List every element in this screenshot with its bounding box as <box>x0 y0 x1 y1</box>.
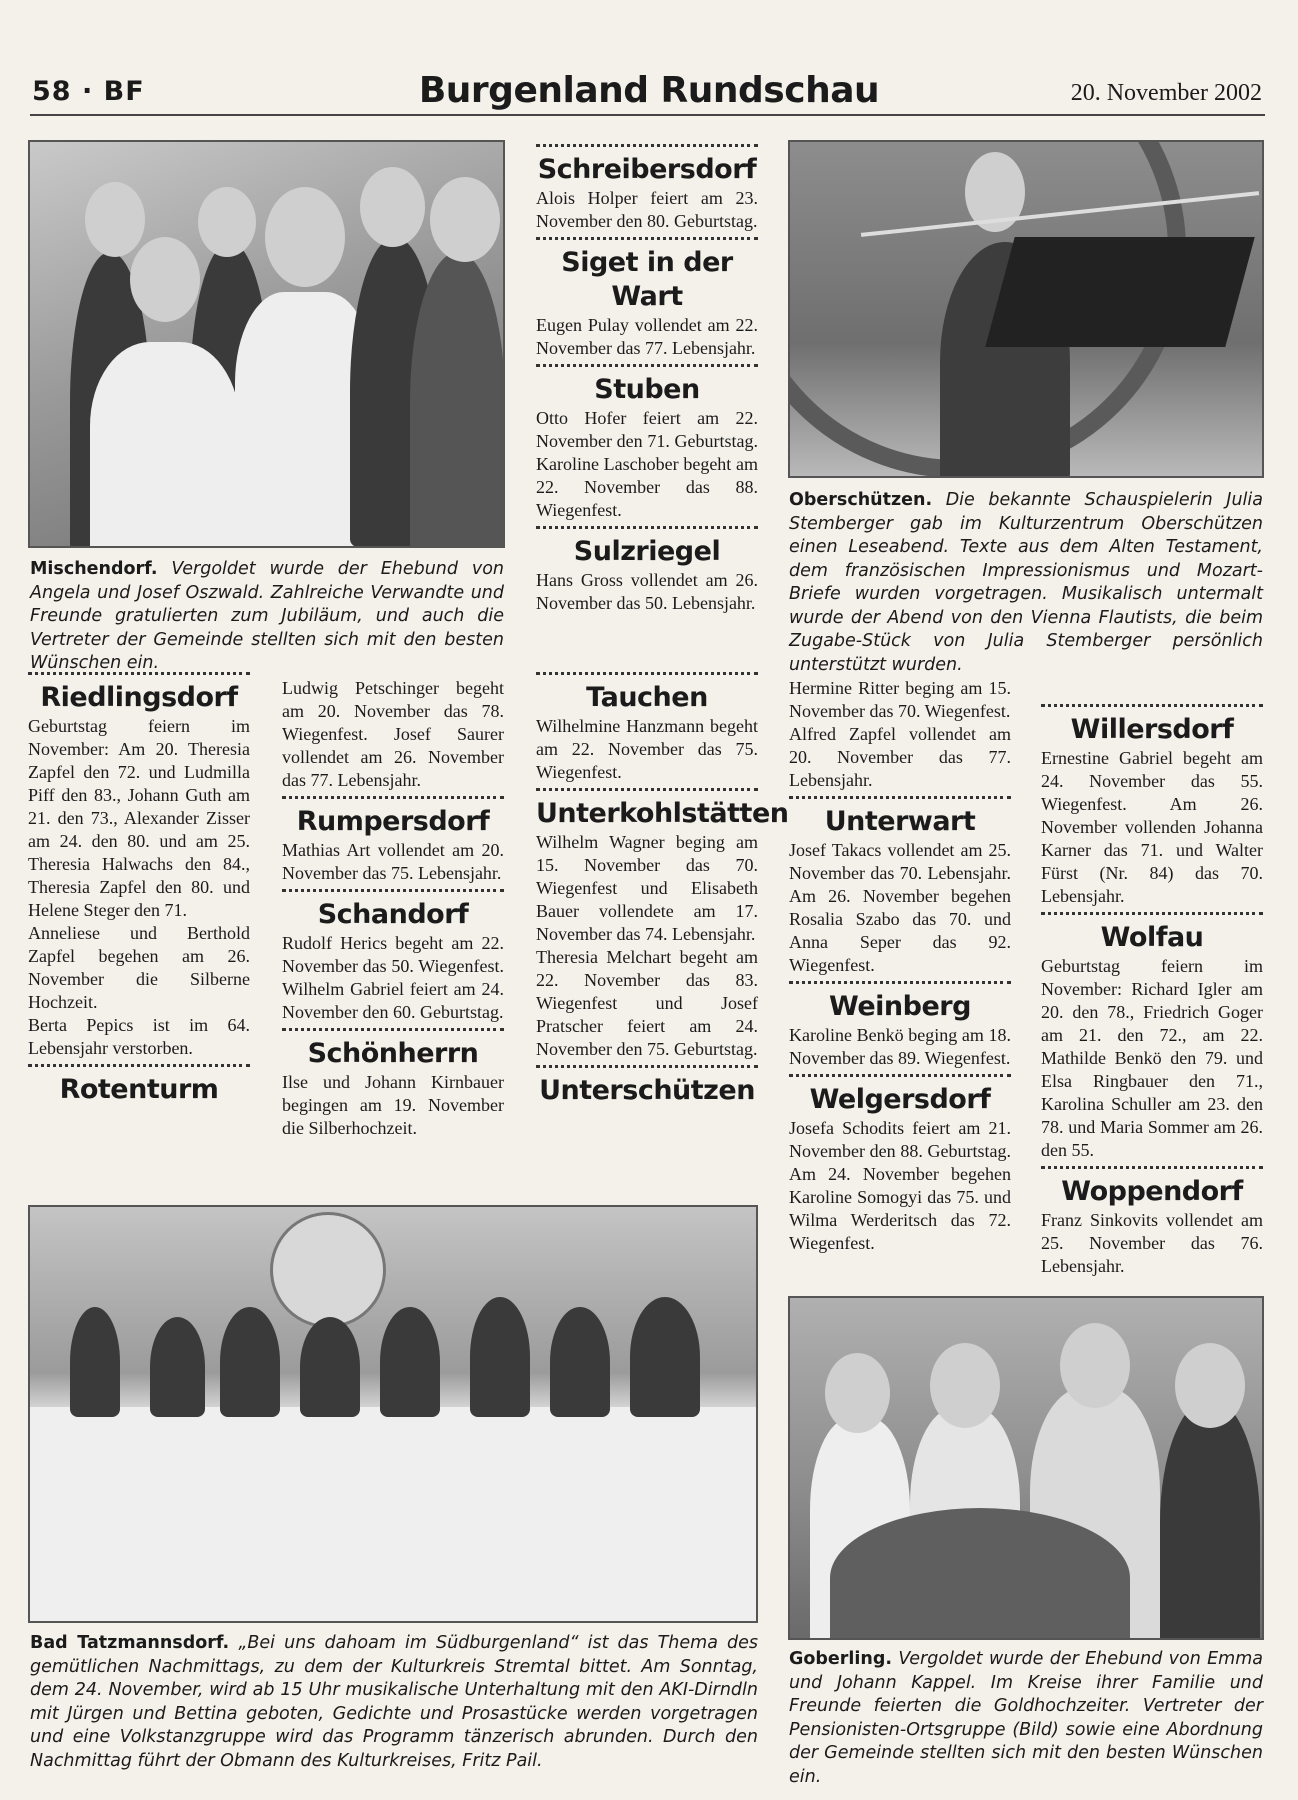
column-2 <box>282 677 504 1140</box>
article-text: Otto Hofer feiert am 22. November den 71. Geburtstag. Karoline Laschober begeht am 22. November das 88. Wiegenfest. <box>536 408 758 520</box>
divider <box>28 672 250 675</box>
divider <box>536 237 758 240</box>
town-heading: Woppendorf <box>1061 1176 1243 1207</box>
caption-text: „Bei uns dahoam im Südburgenland“ ist das Thema des gemütlichen Nachmittags, zu dem der Kulturkreis Stremtal bittet. Am Sonntag, dem 24. November, wird ab 15 Uhr musikalische Unterhaltung mit den AKI-Dirndln mit Jürgen und Bettina geboten, Gedichte und Prosastücke werden vorgetragen und eine Volkstanzgruppe wird das Programm tänzerisch abrunden. Durch den Nachmittag führt der Obmann des Kulturkreises, Fritz Pail. <box>30 1633 758 1771</box>
photo-mischendorf <box>28 140 505 548</box>
issue-date: 20. November 2002 <box>1070 80 1262 106</box>
town-heading: Riedlingsdorf <box>40 682 238 713</box>
divider <box>789 981 1011 984</box>
newspaper-title: Burgenland Rundschau <box>418 70 880 111</box>
article-text: Josefa Schodits feiert am 21. November den 88. Geburtstag. Am 24. November begehen Karoline Somogyi das 75. und Wilma Werderitsch das 72. Wiegenfest. <box>789 1118 1011 1253</box>
town-heading: Siget in der Wart <box>561 247 733 312</box>
divider <box>1041 704 1263 707</box>
column-5 <box>1041 700 1263 1278</box>
town-heading: Welgersdorf <box>809 1084 991 1115</box>
caption-place: Mischendorf. <box>30 559 158 579</box>
caption-place: Bad Tatzmannsdorf. <box>30 1633 230 1653</box>
divider <box>536 788 758 791</box>
article-text: Hermine Ritter beging am 15. November das 70. Wiegenfest. <box>789 678 1011 721</box>
article-text: Ilse und Johann Kirnbauer begingen am 19. November die Silberhochzeit. <box>282 1072 504 1138</box>
article-text: Karoline Benkö beging am 18. November das 89. Wiegenfest. <box>789 1025 1011 1068</box>
town-heading: Unterkohlstätten <box>536 798 789 829</box>
town-heading: Sulzriegel <box>573 536 721 567</box>
caption-oberschuetzen <box>789 489 1263 677</box>
divider <box>28 1064 250 1067</box>
article-text: Rudolf Herics begeht am 22. November das 50. Wiegenfest. Wilhelm Gabriel feiert am 24. November den 60. Geburtstag. <box>282 933 504 1022</box>
divider <box>536 1065 758 1068</box>
article-text: Wilhelm Wagner beging am 15. November das 70. Wiegenfest und Elisabeth Bauer vollendete am 17. November das 74. Lebensjahr. <box>536 832 758 944</box>
column-3 <box>536 668 789 1108</box>
town-heading: Wolfau <box>1100 922 1204 953</box>
divider <box>536 144 758 147</box>
header-rule <box>30 114 1265 116</box>
town-heading: Rotenturm <box>59 1074 219 1105</box>
photo-bad-tatzmannsdorf <box>28 1205 758 1623</box>
town-heading: Schandorf <box>317 899 469 930</box>
divider <box>789 1074 1011 1077</box>
town-heading: Weinberg <box>829 991 971 1022</box>
article-text: Franz Sinkovits vollendet am 25. November das 76. Lebensjahr. <box>1041 1210 1263 1276</box>
divider <box>536 526 758 529</box>
town-heading: Unterschützen <box>539 1075 755 1106</box>
town-heading: Unterwart <box>824 806 976 837</box>
page-label: 58 · BF <box>32 76 145 107</box>
town-heading: Stuben <box>594 374 700 405</box>
caption-bad-tatzmannsdorf <box>30 1632 758 1773</box>
article-text: Geburtstag feiern im November: Am 20. Theresia Zapfel den 72. und Ludmilla Piff den 83., Johann Guth am 21. den 73., Alexander Zisser am 24. den 80. und am 25. Theresia Halwachs den 84., Theresia Zapfel den 80. und Helene Steger den 71. <box>28 716 250 920</box>
divider <box>1041 1166 1263 1169</box>
divider <box>789 796 1011 799</box>
divider <box>282 796 504 799</box>
column-1 <box>28 668 250 1107</box>
town-heading: Schönherrn <box>307 1038 479 1069</box>
caption-text: Vergoldet wurde der Ehebund von Angela und Josef Oszwald. Zahlreiche Verwandte und Freunde gratulierten zum Jubiläum, und auch die Vertreter der Gemeinde stellten sich mit den besten Wünschen ein. <box>30 559 504 673</box>
divider <box>1041 912 1263 915</box>
article-text: Eugen Pulay vollendet am 22. November das 77. Lebensjahr. <box>536 315 758 358</box>
caption-goberling <box>789 1648 1263 1789</box>
caption-place: Oberschützen. <box>789 490 933 510</box>
column-center-top <box>536 140 758 615</box>
article-text: Ernestine Gabriel begeht am 24. November das 55. Wiegenfest. Am 26. November vollenden Johanna Karner das 71. und Walter Fürst (Nr. 84) das 70. Lebensjahr. <box>1041 748 1263 906</box>
divider <box>282 1028 504 1031</box>
divider <box>282 889 504 892</box>
article-text: Geburtstag feiern im November: Richard Igler am 20. den 78., Friedrich Goger am 21. den 72., am 22. Mathilde Benkö den 79. und Elsa Ringbauer den 71., Karolina Schuller am 23. den 78. und Maria Sommer am 26. den 55. <box>1041 956 1263 1160</box>
photo-goberling <box>788 1296 1264 1640</box>
article-text: Theresia Melchart begeht am 22. November das 83. Wiegenfest und Josef Pratscher feiert am 24. November den 75. Geburtstag. <box>536 947 758 1059</box>
caption-place: Goberling. <box>789 1649 893 1669</box>
town-heading: Schreibersdorf <box>537 154 757 185</box>
caption-mischendorf <box>30 558 504 676</box>
article-text: Josef Takacs vollendet am 25. November das 70. Lebensjahr. Am 26. November begehen Rosalia Szabo das 70. und Anna Seper das 92. Wiegenfest. <box>789 840 1011 975</box>
article-text: Alfred Zapfel vollendet am 20. November das 77. Lebensjahr. <box>789 724 1011 790</box>
article-text: Hans Gross vollendet am 26. November das 50. Lebensjahr. <box>536 570 758 613</box>
column-4 <box>789 677 1011 1255</box>
town-heading: Willersdorf <box>1070 714 1234 745</box>
town-heading: Tauchen <box>586 682 708 713</box>
divider <box>536 364 758 367</box>
article-text: Anneliese und Berthold Zapfel begehen am 26. November die Silberne Hochzeit. <box>28 923 250 1012</box>
article-text: Wilhelmine Hanzmann begeht am 22. November das 75. Wiegenfest. <box>536 716 758 782</box>
town-heading: Rumpersdorf <box>296 806 490 837</box>
article-text: Berta Pepics ist im 64. Lebensjahr verstorben. <box>28 1015 250 1058</box>
caption-text: Vergoldet wurde der Ehebund von Emma und Johann Kappel. Im Kreise ihrer Familie und Freunde feierten die Goldhochzeiter. Vertreter der Pensionisten-Ortsgruppe (Bild) sowie eine Abordnung der Gemeinde stellten sich mit den besten Wünschen ein. <box>789 1649 1263 1787</box>
article-text: Alois Holper feiert am 23. November den 80. Geburtstag. <box>536 188 758 231</box>
photo-oberschuetzen <box>788 140 1264 478</box>
article-text: Mathias Art vollendet am 20. November das 75. Lebensjahr. <box>282 840 504 883</box>
caption-text: Die bekannte Schauspielerin Julia Stemberger gab im Kulturzentrum Oberschützen einen Leseabend. Texte aus dem Alten Testament, dem französischen Impressionismus und Mozart-Briefe wurden vorgetragen. Musikalisch untermalt wurde der Abend von den Vienna Flautists, die beim Zugabe-Stück von Julia Stemberger persönlich unterstützt wurden. <box>789 490 1263 675</box>
article-text: Ludwig Petschinger begeht am 20. November das 78. Wiegenfest. Josef Saurer vollendet am 26. November das 77. Lebensjahr. <box>282 678 504 790</box>
divider <box>536 672 758 675</box>
